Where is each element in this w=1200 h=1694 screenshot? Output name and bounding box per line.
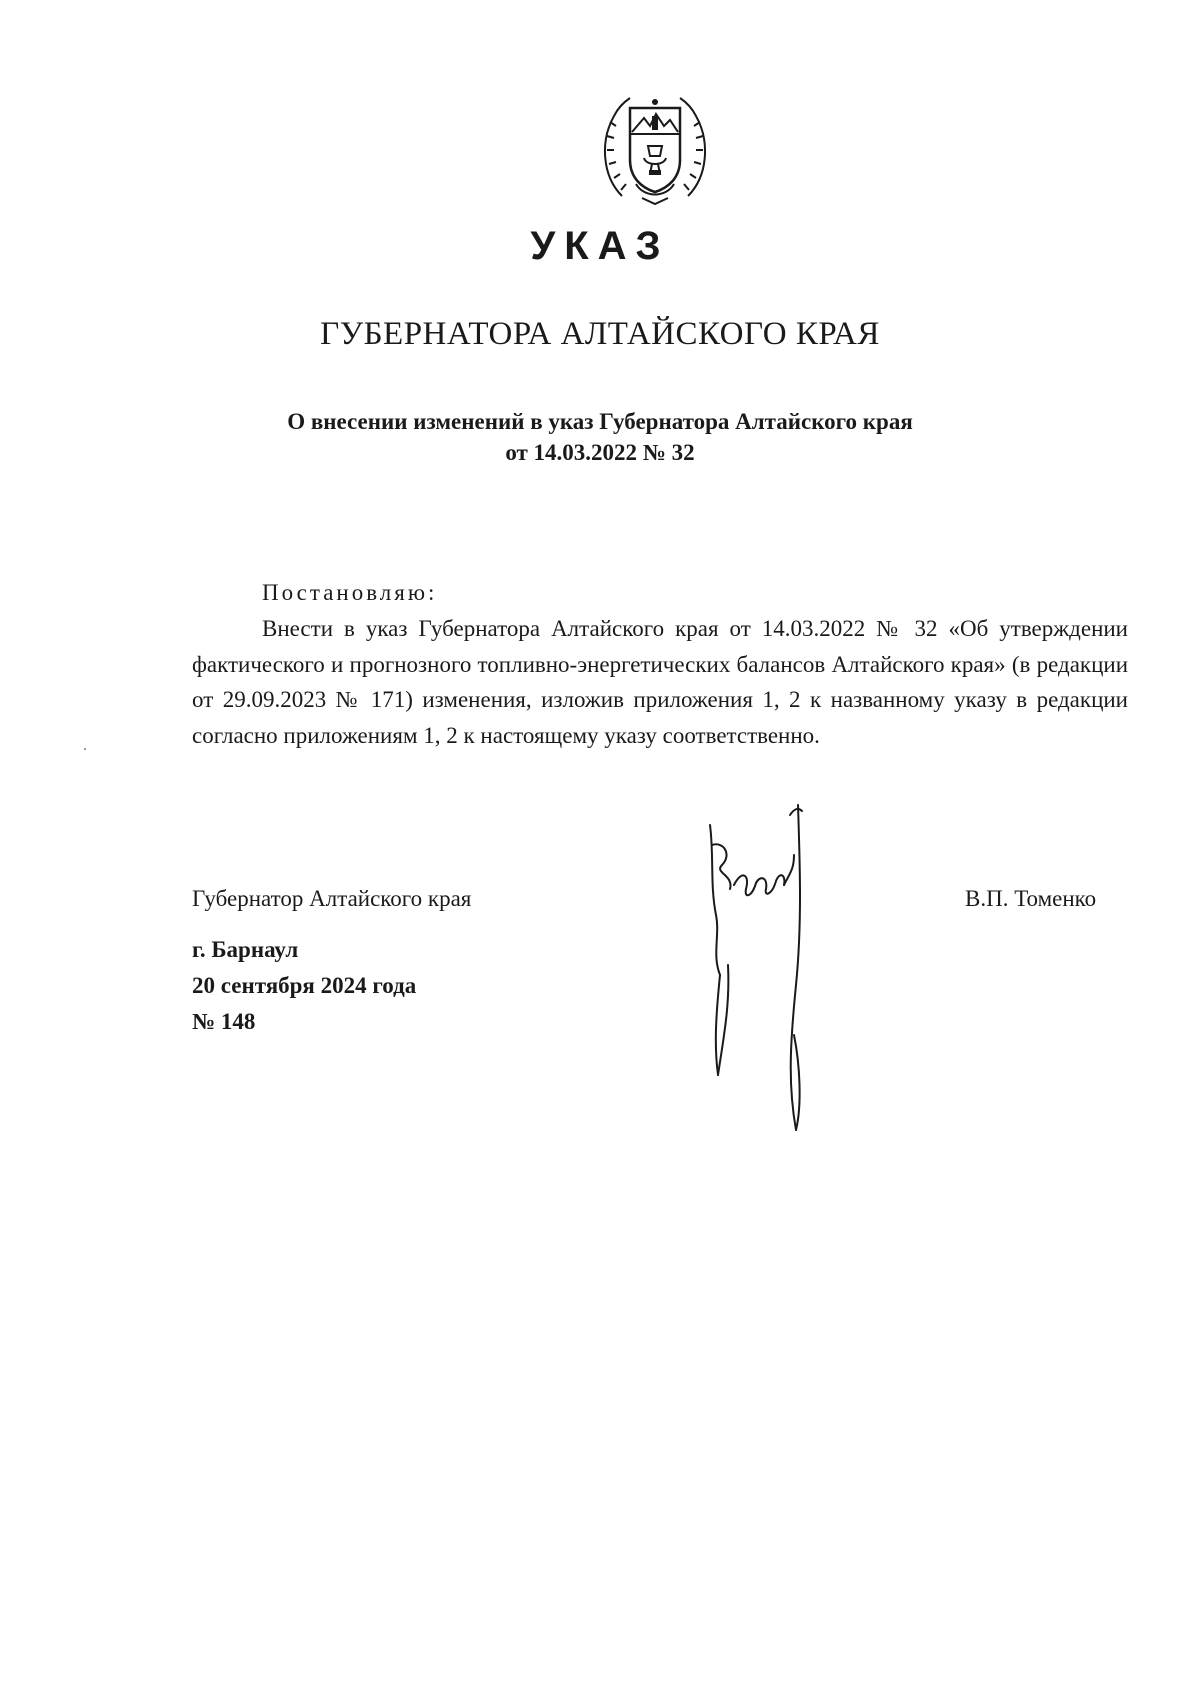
decree-body: Внести в указ Губернатора Алтайского края от 14.03.2022 № 32 «Об утверждении фактического и прогнозного топливно-энергетических балансов Алтайского края» (в редакции от 29.09.2023 № 171) изменения, изложив приложения 1, 2 к названному указу в редакции согласно приложениям 1, 2 к настоящему указу соответственно. xyxy=(192,616,1128,748)
document-meta xyxy=(192,932,416,1040)
issuing-authority: ГУБЕРНАТОРА АЛТАЙСКОГО КРАЯ xyxy=(320,316,880,352)
subject-line: О внесении изменений в указ Губернатора Алтайского края xyxy=(287,409,913,434)
document-subject xyxy=(0,406,1200,468)
signer-title: Губернатор Алтайского края xyxy=(192,886,472,911)
decree-word: Постановляю: xyxy=(262,580,438,605)
document-title: УКАЗ xyxy=(530,224,670,268)
scan-speck xyxy=(84,748,86,750)
subject-line: от 14.03.2022 № 32 xyxy=(505,440,695,465)
issue-city: г. Барнаул xyxy=(192,937,299,962)
issue-date: 20 сентября 2024 года xyxy=(192,973,417,998)
document-number: № 148 xyxy=(192,1009,256,1034)
coat-of-arms-icon xyxy=(592,86,718,212)
signer-name: В.П. Томенко xyxy=(965,886,1097,911)
handwritten-signature xyxy=(690,785,850,1185)
